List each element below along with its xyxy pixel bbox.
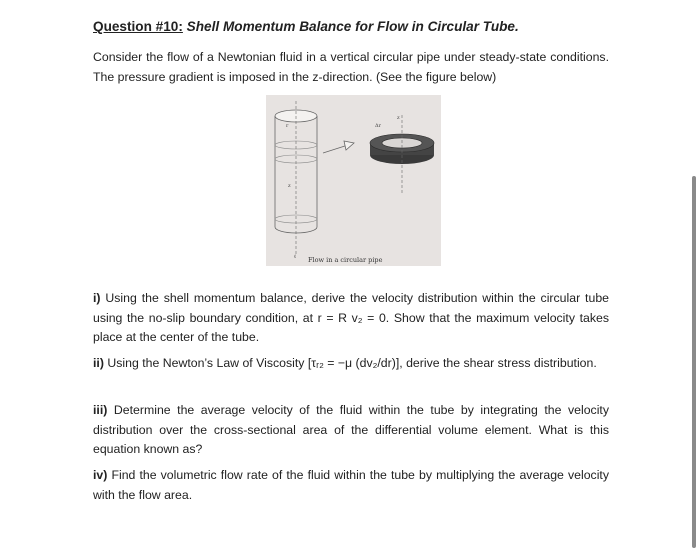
r-label: r [286, 123, 289, 129]
part-i-text: Using the shell momentum balance, derive the velocity distribution within the circular tube using the no-slip boundary condition, at r = R v₂ = 0. Show that the maximum velocity takes place at the center of the tube. [93, 291, 609, 344]
axis-label: ℓ [294, 254, 297, 260]
part-iii-label: iii) [93, 403, 108, 417]
figure-caption: Flow in a circular pipe [308, 256, 383, 264]
part-i [93, 289, 609, 348]
question-title [93, 19, 519, 34]
part-i-label: i) [93, 291, 101, 305]
part-iii-text: Determine the average velocity of the fluid within the tube by integrating the velocity distribution over the cross-sectional area of the differential volume element. What is this equation known as? [93, 403, 609, 456]
part-ii-label: ii) [93, 356, 104, 370]
pipe-flow-figure [266, 95, 441, 266]
part-iii [93, 401, 609, 460]
flow-arrow-head [344, 141, 354, 150]
part-iv-text: Find the volumetric flow rate of the fluid within the tube by multiplying the average velocity with the flow area. [93, 468, 609, 502]
flow-arrow-line [323, 145, 348, 153]
pipe-diagram [266, 95, 441, 266]
z-label: z [288, 183, 291, 189]
delta-r-label: Δr [375, 123, 382, 129]
intro-paragraph: Consider the flow of a Newtonian fluid in a vertical circular pipe under steady-state conditions. The pressure gradient is imposed in the z-direction. (See the figure below) [93, 50, 609, 84]
part-iv-label: iv) [93, 468, 108, 482]
part-iv [93, 466, 609, 505]
question-number: Question #10: [93, 19, 183, 34]
z-top-label: z [397, 115, 400, 121]
scrollbar[interactable] [692, 176, 696, 548]
part-ii [93, 354, 609, 374]
question-heading: Shell Momentum Balance for Flow in Circular Tube. [182, 19, 519, 34]
part-ii-text: Using the Newton’s Law of Viscosity [τᵣ₂ = −μ (dv₂/dr)], derive the shear stress distribution. [103, 356, 597, 370]
